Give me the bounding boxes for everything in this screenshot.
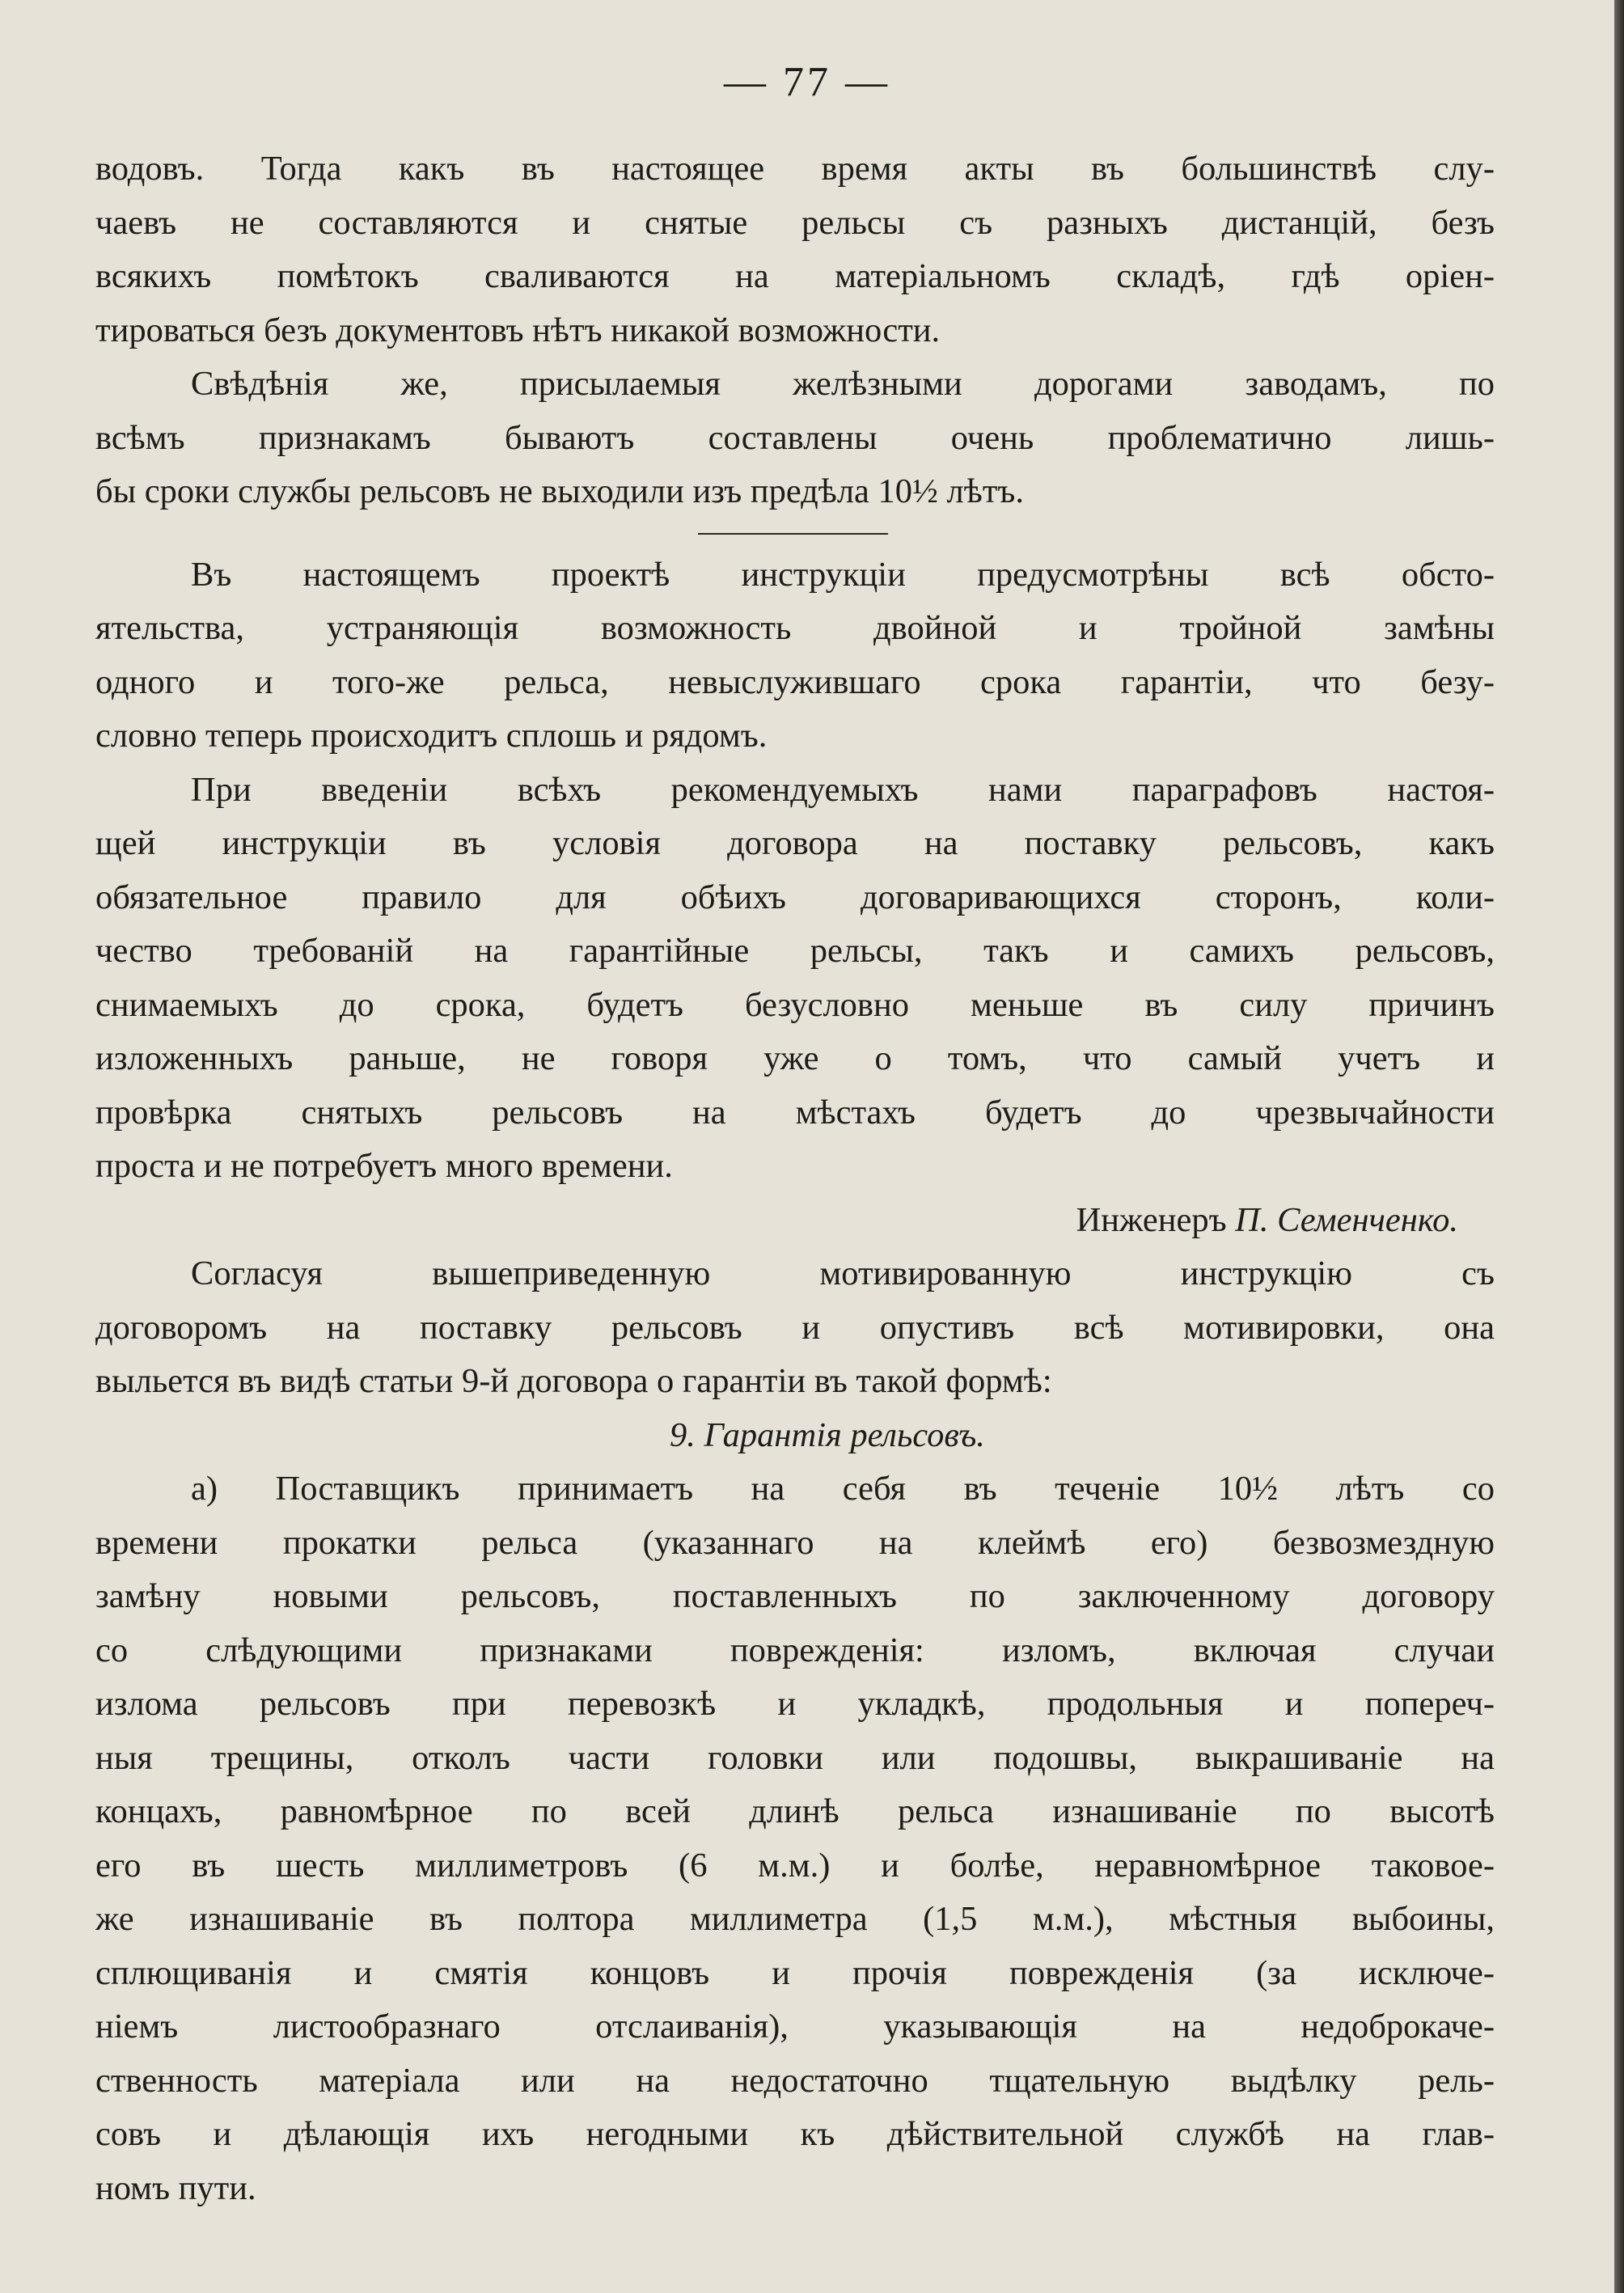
text-line: обязательное правило для обѣихъ договаривающихся сторонъ, коли- [95,878,1495,916]
text-line: всякихъ помѣтокъ сваливаются на матеріальномъ складѣ, гдѣ оріен- [95,257,1495,295]
text-line: Въ настоящемъ проектѣ инструкціи предусмотрѣны всѣ обсто- [191,555,1495,594]
text-line: а) Поставщикъ принимаетъ на себя въ теченіе 10½ лѣтъ со [191,1470,1495,1508]
section-divider [698,533,888,535]
text-line: При введеніи всѣхъ рекомендуемыхъ нами параграфовъ настоя- [191,770,1495,809]
text-line: ніемъ листообразнаго отслаиванія), указывающія на недоброкачe- [95,2007,1495,2046]
page-number: — 77 — [724,59,890,105]
text-line: договоромъ на поставку рельсовъ и опустивъ всѣ мотивировки, она [95,1308,1495,1347]
text-line: тироваться безъ документовъ нѣтъ никакой возможности. [95,311,941,349]
text-line: выльется въ видѣ статьи 9-й договора о гарантіи въ такой формѣ: [95,1362,1052,1400]
paragraph [95,142,1495,357]
text-line: времени прокатки рельса (указаннаго на клеймѣ его) безвозмездную [95,1523,1495,1562]
signature-title: Инженеръ [1076,1200,1227,1239]
text-line: бы сроки службы рельсовъ не выходили изъ предѣла 10½ лѣтъ. [95,472,1024,510]
book-gutter-shadow [1614,0,1624,2293]
text-line: словно теперь происходитъ сплошь и рядомъ. [95,717,768,755]
text-line: всѣмъ признакамъ бываютъ составлены очень проблематично лишь- [95,418,1495,457]
section-heading: 9. Гарантія рельсовъ. [670,1415,985,1454]
paragraph [95,1247,1495,1409]
text-line: изложенныхъ раньше, не говоря уже о томъ, что самый учетъ и [95,1039,1495,1077]
paragraph [95,1462,1495,2215]
text-line: ятельства, устраняющія возможность двойной и тройной замѣны [95,609,1495,647]
page-content [95,142,1495,2215]
text-line: проста и не потребуетъ много времени. [95,1147,673,1185]
text-line: Согласуя вышеприведенную мотивированную инструкцію съ [191,1254,1495,1292]
paragraph [95,357,1495,519]
paragraph [95,764,1495,1194]
text-line: Свѣдѣнія же, присылаемыя желѣзными дорогами заводамъ, по [191,365,1495,403]
paragraph [95,548,1495,764]
text-line: же изнашиваніе въ полтора миллиметра (1,5 м.м.), мѣстныя выбоины, [95,1900,1495,1938]
text-line: одного и того-же рельса, невыслужившаго срока гарантіи, что безу- [95,662,1495,701]
text-line: его въ шесть миллиметровъ (6 м.м.) и болѣе, неравномѣрное таковое- [95,1846,1495,1885]
text-line: ныя трещины, отколъ части головки или подошвы, выкрашиваніе на [95,1738,1495,1777]
text-line: излома рельсовъ при перевозкѣ и укладкѣ, продольныя и попереч- [95,1685,1495,1723]
text-line: щей инструкціи въ условія договора на поставку рельсовъ, какъ [95,824,1495,862]
text-line: провѣрка снятыхъ рельсовъ на мѣстахъ будетъ до чрезвычайности [95,1093,1495,1132]
text-line: номъ пути. [95,2168,256,2207]
text-line: чаевъ не составляются и снятые рельсы съ разныхъ дистанцій, безъ [95,203,1495,242]
text-line: снимаемыхъ до срока, будетъ безусловно меньше въ силу причинъ [95,985,1495,1024]
text-line: замѣну новыми рельсовъ, поставленныхъ по заключенному договору [95,1577,1495,1615]
text-line: ственность матеріала или на недостаточно тщательную выдѣлку рель- [95,2061,1495,2100]
signature [95,1194,1495,1248]
text-line: водовъ. Тогда какъ въ настоящее время акты въ большинствѣ слу- [95,150,1495,188]
text-line: чество требованій на гарантійные рельсы, такъ и самихъ рельсовъ, [95,932,1495,970]
text-line: совъ и дѣлающія ихъ негодными къ дѣйствительной службѣ на глав- [95,2115,1495,2153]
signature-name: П. Семенченко. [1235,1200,1458,1239]
text-line: концахъ, равномѣрное по всей длинѣ рельса изнашиваніе по высотѣ [95,1792,1495,1830]
text-line: со слѣдующими признаками поврежденія: изломъ, включая случаи [95,1631,1495,1669]
text-line: сплющиванія и смятія концовъ и прочія поврежденія (за исключе- [95,1953,1495,1992]
